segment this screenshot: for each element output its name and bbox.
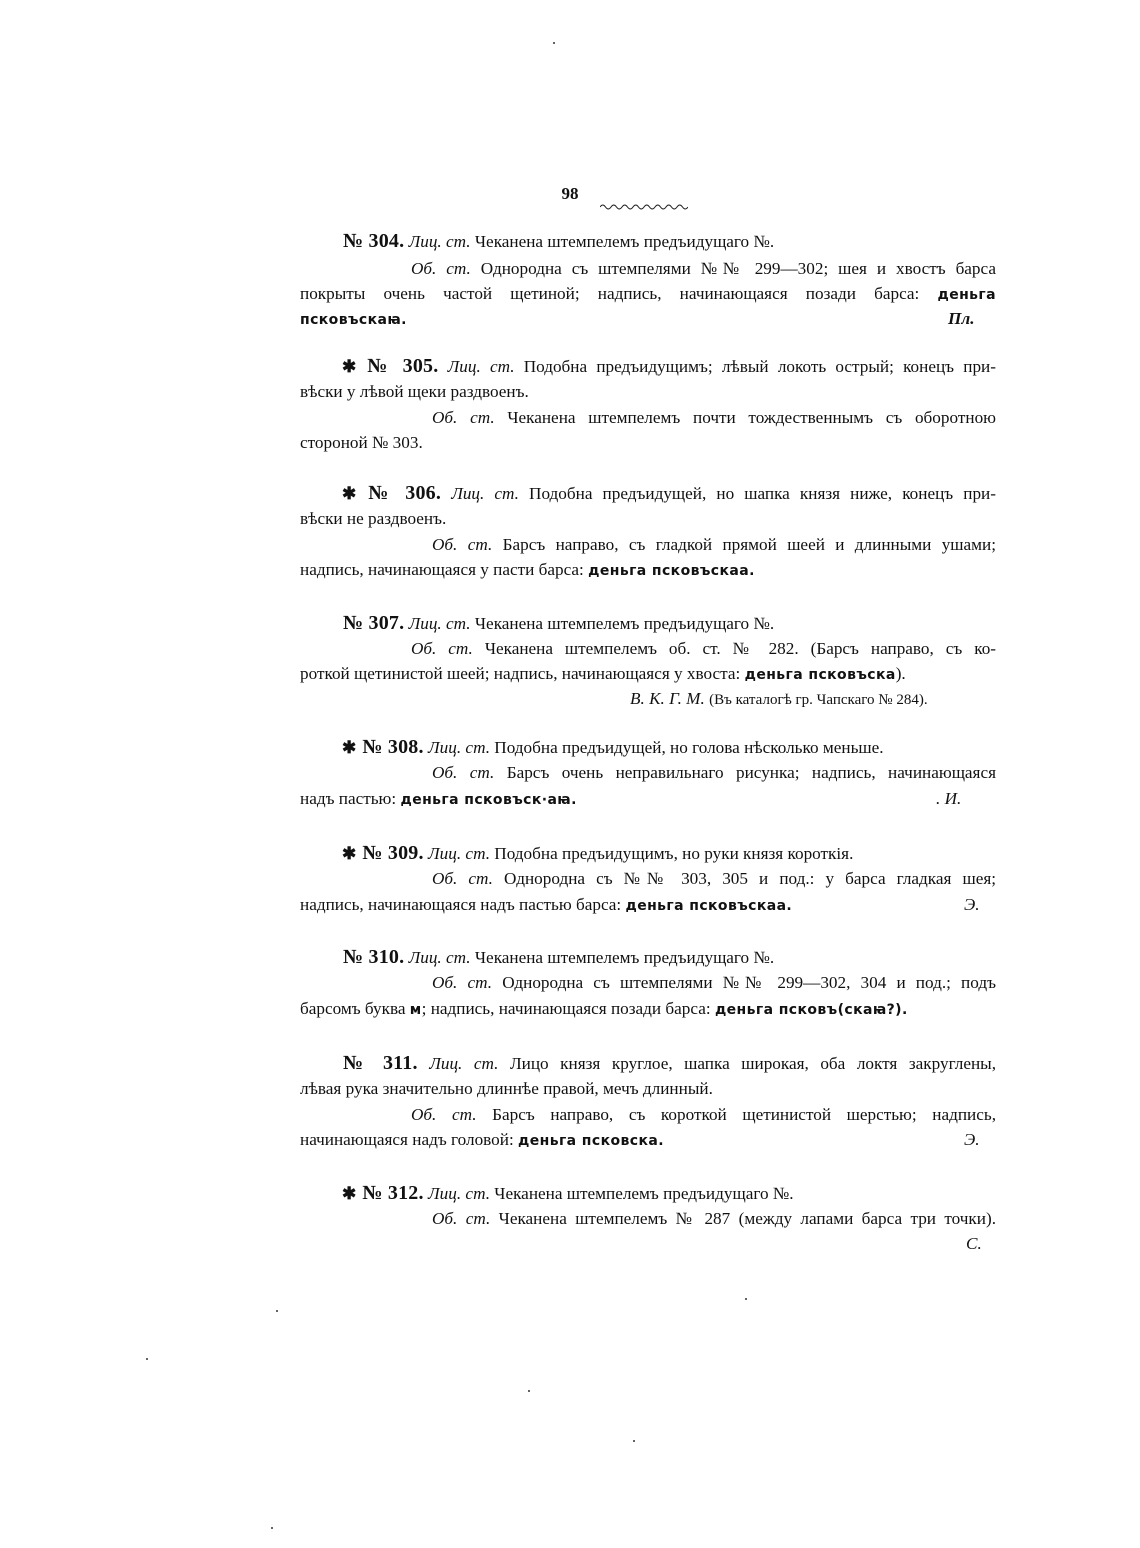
reverse-continuation xyxy=(300,663,906,685)
entry-number: № 304. xyxy=(343,230,405,252)
reverse-line xyxy=(411,638,996,660)
obverse-line xyxy=(342,1182,794,1204)
source-abbrev: С. xyxy=(966,1234,982,1253)
obverse-text: Чеканена штемпелемъ предъидущаго №. xyxy=(474,614,775,633)
obverse-continuation: лѣвая рука значительно длиннѣе правой, мечъ длинный. xyxy=(300,1079,713,1098)
obverse-line xyxy=(342,482,996,504)
obverse-line xyxy=(343,230,774,252)
reverse-continuation-text: роткой щетинистой шеей; надпись, начинающаяся у хвоста: xyxy=(300,664,741,683)
reverse-continuation xyxy=(300,998,908,1020)
obverse-continuation: вѣски у лѣвой щеки раздвоенъ. xyxy=(300,382,529,401)
obverse-text: Чеканена штемпелемъ предъидущаго №. xyxy=(494,1184,794,1203)
legend-text: псковъскаꙗ. xyxy=(300,312,407,328)
reverse-continuation xyxy=(300,894,792,916)
reverse-label: Об. ст. xyxy=(432,973,493,992)
reverse-text: Чеканена штемпелемъ об. ст. № 282. (Барсъ направо, съ ко- xyxy=(484,639,997,658)
obverse-line xyxy=(343,1052,996,1074)
scan-speck xyxy=(276,1310,278,1312)
reverse-continuation-text: ; надпись, начинающаяся позади барса: xyxy=(421,999,711,1018)
legend-text: деньга псковъска xyxy=(744,667,896,683)
reverse-continuation-text: начинающаяся надъ головой: xyxy=(300,1130,514,1149)
obverse-line xyxy=(342,842,853,864)
reverse-line xyxy=(432,534,996,556)
reverse-text: Чеканена штемпелемъ № 287 (между лапами барса три точки). xyxy=(498,1209,996,1228)
page-number: 98 xyxy=(561,184,579,203)
obverse-text: Чеканена штемпелемъ предъидущаго №. xyxy=(474,948,775,967)
scan-speck xyxy=(271,1527,273,1529)
source-abbrev: Э. xyxy=(964,895,980,914)
closing-punctuation: ). xyxy=(895,664,906,683)
reverse-continuation-text: надпись, начинающаяся у пасти барса: xyxy=(300,560,584,579)
reverse-line xyxy=(432,407,996,429)
obverse-label: Лиц. ст. xyxy=(428,844,490,863)
obverse-label: Лиц. ст. xyxy=(408,614,471,633)
obverse-label: Лиц. ст. xyxy=(447,357,515,376)
obverse-text: Подобна предъидущей, но шапка князя ниже, конецъ при- xyxy=(529,484,996,503)
reverse-text: Барсъ направо, съ короткой щетинистой шерстью; надпись, xyxy=(492,1105,996,1124)
reverse-label: Об. ст. xyxy=(432,1209,491,1228)
scan-speck xyxy=(146,1358,148,1360)
obverse-line xyxy=(342,355,996,377)
obverse-label: Лиц. ст. xyxy=(408,948,471,967)
legend-text: деньга псковъ(скаꙗ?). xyxy=(714,1002,908,1018)
reverse-line xyxy=(411,258,996,280)
asterisk-marker: ✱ xyxy=(342,738,357,757)
obverse-text: Подобна предъидущимъ; лѣвый локоть острый; конецъ при- xyxy=(523,357,996,376)
reverse-text: Чеканена штемпелемъ почти тождественнымъ съ оборотною xyxy=(507,408,997,427)
obverse-line xyxy=(343,612,774,634)
legend-text: деньга псковъскаа. xyxy=(588,563,755,579)
asterisk-marker: ✱ xyxy=(342,357,357,376)
entry-number: № 306. xyxy=(362,482,442,504)
source-abbrev: . И. xyxy=(936,789,962,808)
obverse-text: Лицо князя круглое, шапка широкая, оба локтя закруглены, xyxy=(509,1054,997,1073)
source-abbrev: Пл. xyxy=(948,309,975,328)
entry-number: № 311. xyxy=(343,1052,418,1074)
reverse-label: Об. ст. xyxy=(432,869,493,888)
reverse-continuation: стороной № 303. xyxy=(300,433,423,452)
entry-number: № 305. xyxy=(362,355,439,377)
reverse-continuation xyxy=(300,559,755,581)
legend-line xyxy=(300,308,407,330)
entry-number: № 310. xyxy=(343,946,405,968)
asterisk-marker: ✱ xyxy=(342,484,357,503)
reverse-text: Барсъ направо, съ гладкой прямой шеей и длинными ушами; xyxy=(502,535,997,554)
reverse-text: Однородна съ штемпелями №№ 299—302; шея и хвостъ барса xyxy=(480,259,996,278)
entry-number: № 309. xyxy=(362,842,424,864)
reverse-text: Барсъ очень неправильнаго рисунка; надпись, начинающаяся xyxy=(506,763,996,782)
reverse-text: Однородна съ №№ 303, 305 и под.: у барса гладкая шея; xyxy=(504,869,997,888)
obverse-text: Подобна предъидущимъ, но руки князя короткія. xyxy=(494,844,854,863)
legend-text: деньга xyxy=(937,287,996,303)
obverse-label: Лиц. ст. xyxy=(428,1184,490,1203)
legend-text: деньга псковъск·аꙗ. xyxy=(400,792,577,808)
obverse-line xyxy=(342,736,884,758)
reverse-label: Об. ст. xyxy=(432,408,495,427)
reverse-label: Об. ст. xyxy=(411,1105,477,1124)
reverse-line xyxy=(432,1208,996,1230)
catalog-reference: (Въ каталогѣ гр. Чапскаго № 284). xyxy=(709,692,928,708)
obverse-text: Подобна предъидущей, но голова нѣсколько меньше. xyxy=(494,738,884,757)
letter-m: м xyxy=(409,1002,422,1018)
reverse-label: Об. ст. xyxy=(432,763,495,782)
legend-text: деньга псковска. xyxy=(518,1133,664,1149)
entry-number: № 307. xyxy=(343,612,405,634)
scan-speck xyxy=(528,1390,530,1392)
obverse-label: Лиц. ст. xyxy=(429,1054,499,1073)
reverse-continuation xyxy=(300,788,577,810)
reverse-line xyxy=(432,762,996,784)
scan-speck xyxy=(553,42,555,44)
entry-number: № 308. xyxy=(362,736,424,758)
obverse-label: Лиц. ст. xyxy=(428,738,490,757)
entry-number: № 312. xyxy=(362,1182,424,1204)
reverse-continuation-text: барсомъ буква xyxy=(300,999,406,1018)
reverse-continuation xyxy=(300,1129,664,1151)
reverse-line xyxy=(432,868,996,890)
reverse-continuation-text: надъ пастью: xyxy=(300,789,397,808)
reverse-text: Однородна съ штемпелями №№ 299—302, 304 и под.; подъ xyxy=(502,973,996,992)
reverse-line xyxy=(432,972,996,994)
reverse-label: Об. ст. xyxy=(432,535,493,554)
reverse-continuation-text: покрыты очень частой щетиной; надпись, начинающаяся позади барса: xyxy=(300,284,920,303)
reverse-label: Об. ст. xyxy=(411,639,473,658)
source-abbrev: В. К. Г. М. xyxy=(630,689,705,708)
obverse-label: Лиц. ст. xyxy=(451,484,519,503)
reverse-label: Об. ст. xyxy=(411,259,471,278)
obverse-label: Лиц. ст. xyxy=(408,232,471,251)
reverse-continuation xyxy=(300,283,996,305)
obverse-line xyxy=(343,946,774,968)
source-line xyxy=(630,688,928,711)
scan-speck xyxy=(745,1298,747,1300)
obverse-text: Чеканена штемпелемъ предъидущаго №. xyxy=(474,232,775,251)
reverse-line xyxy=(411,1104,996,1126)
asterisk-marker: ✱ xyxy=(342,844,357,863)
source-abbrev: Э. xyxy=(964,1130,980,1149)
scan-speck xyxy=(633,1440,635,1442)
wavy-rule-ornament xyxy=(600,203,688,211)
asterisk-marker: ✱ xyxy=(342,1184,357,1203)
reverse-continuation-text: надпись, начинающаяся надъ пастью барса: xyxy=(300,895,622,914)
legend-text: деньга псковъскаа. xyxy=(625,898,793,914)
obverse-continuation: вѣски не раздвоенъ. xyxy=(300,509,447,528)
